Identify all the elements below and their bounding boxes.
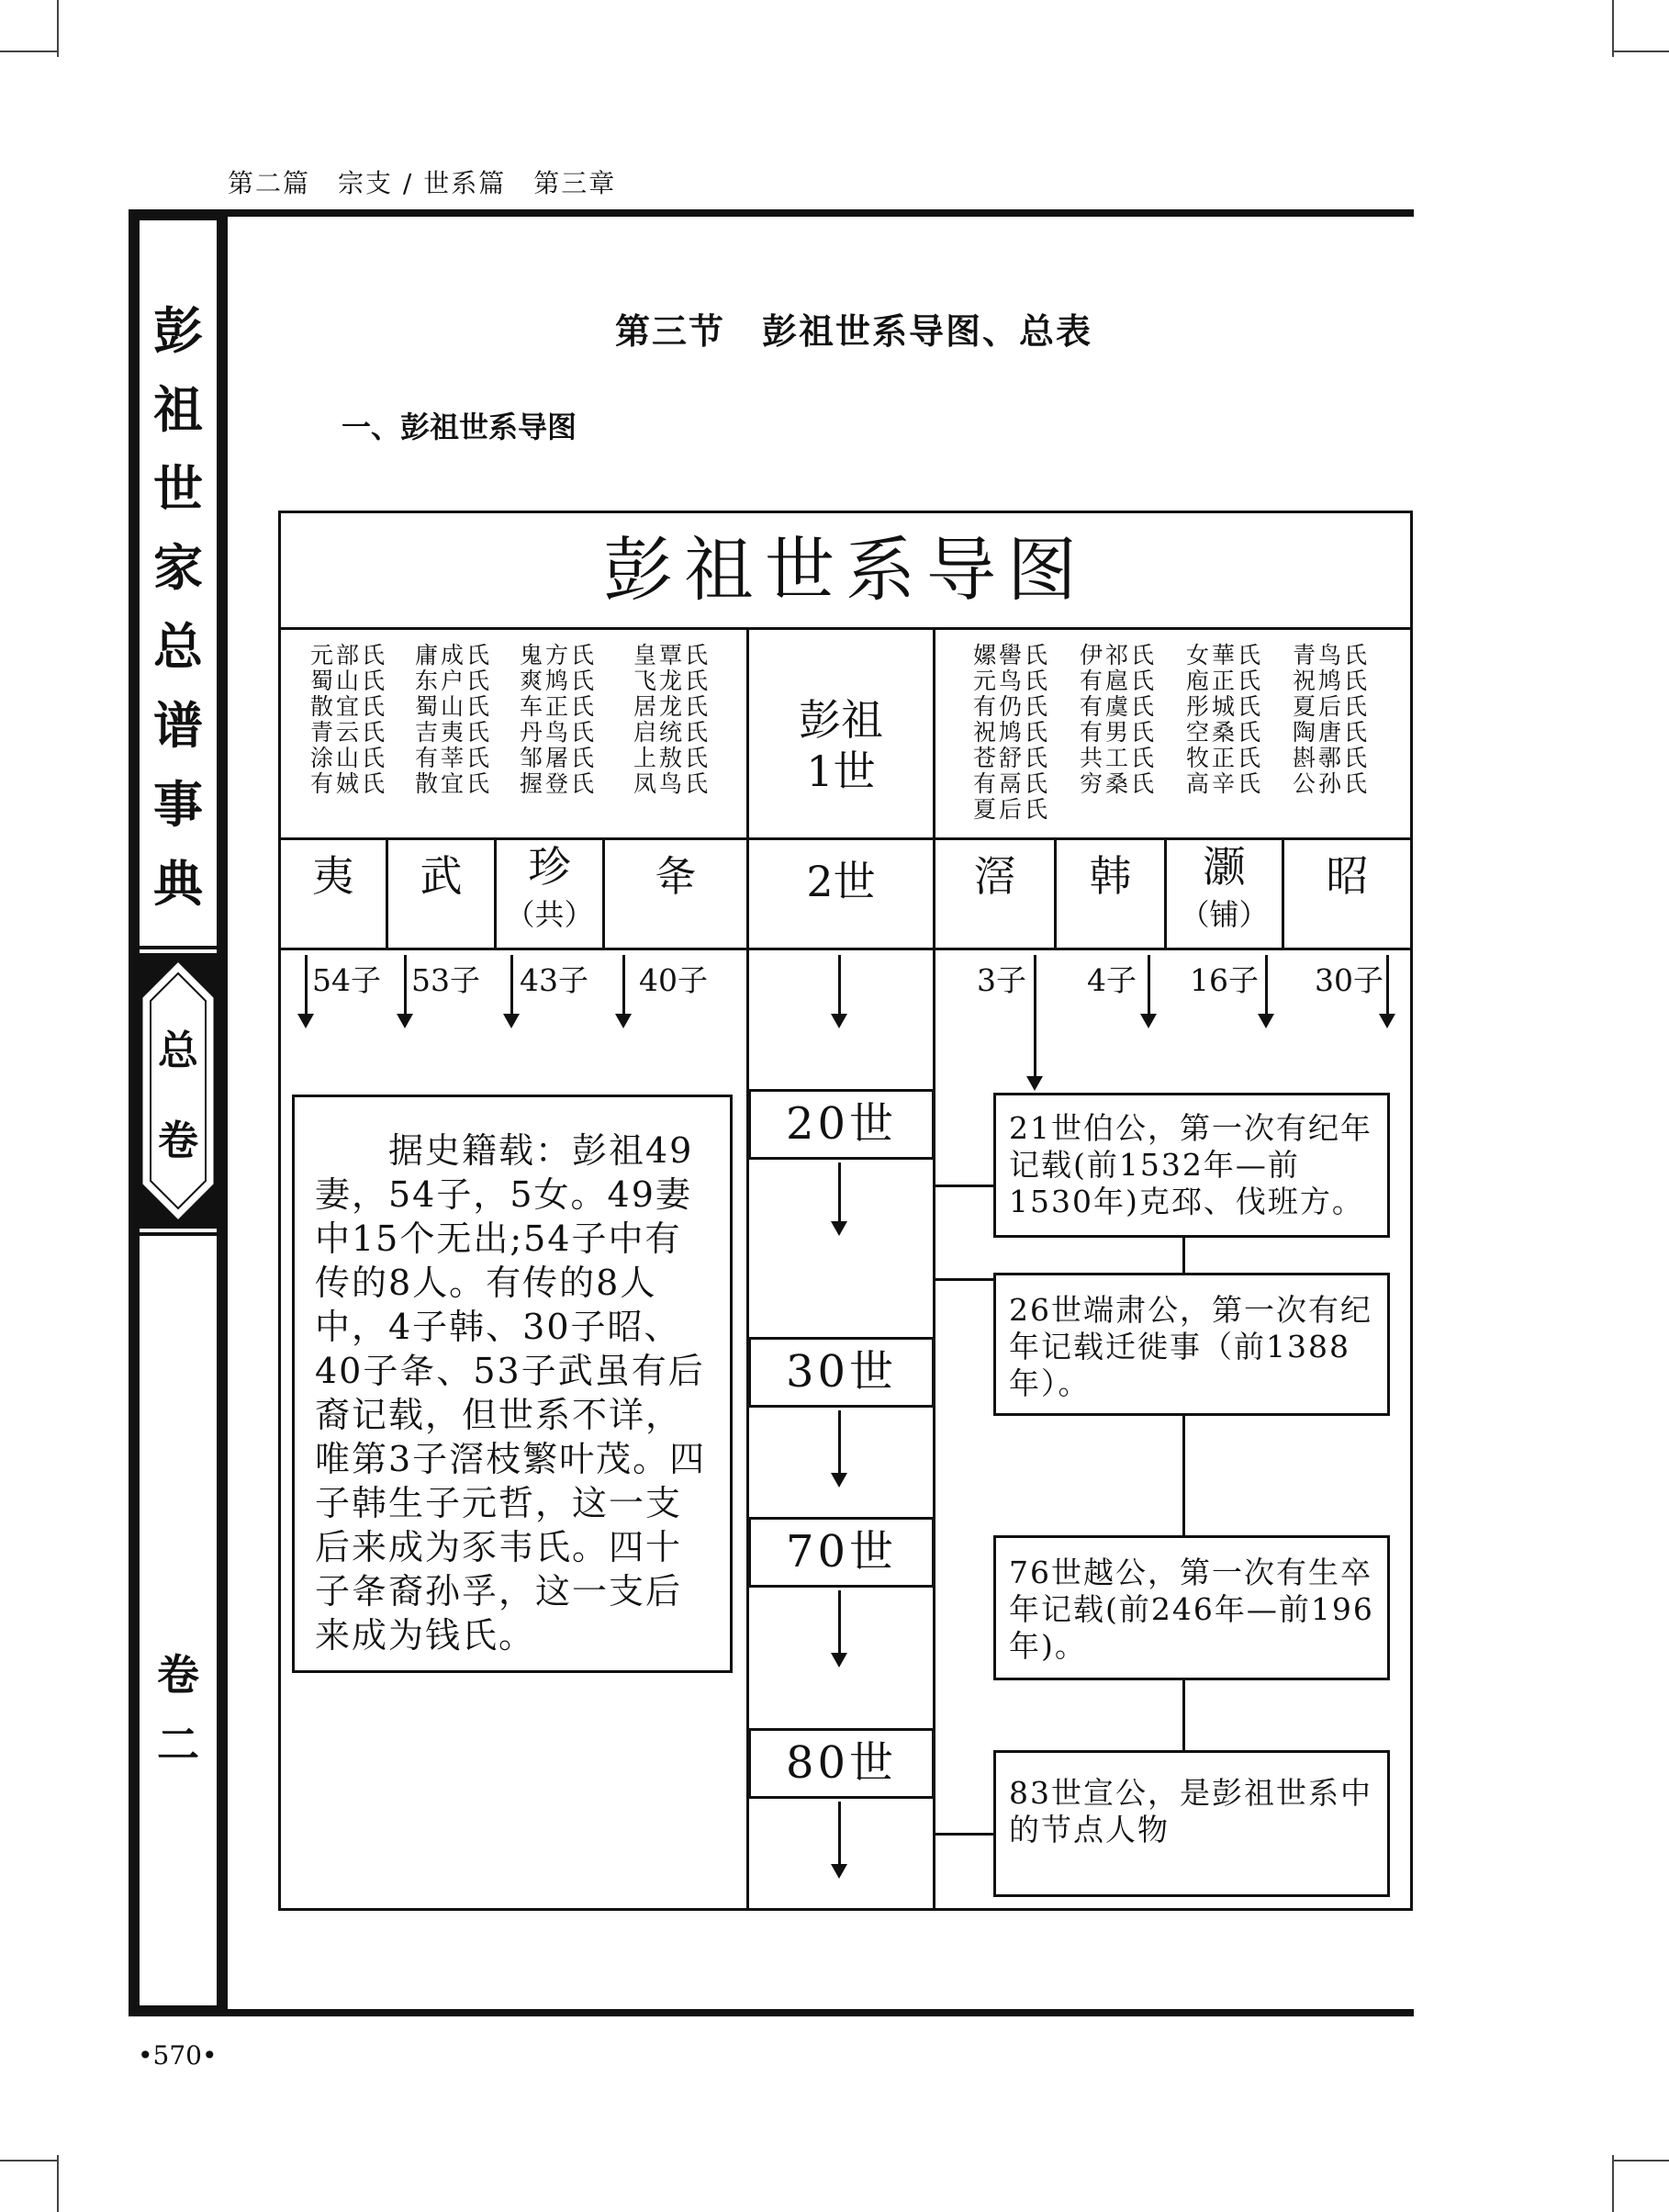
son-cell [1284, 843, 1410, 904]
progenitor-gen: 1世 [806, 747, 876, 796]
spine-char: 总 [153, 617, 203, 676]
generation-box: 30世 [748, 1337, 935, 1408]
event-box [993, 1535, 1390, 1680]
event-text: 26世端肃公，第一次有纪年记载迁徙事（前1388年）。 [1009, 1292, 1372, 1401]
spine-char: 世 [153, 459, 203, 518]
son-name: 武 [420, 851, 463, 901]
crop-mark [57, 2155, 59, 2212]
running-head: 第二篇 宗支 / 世系篇 第三章 [228, 168, 617, 198]
spine-char: 家 [153, 538, 203, 597]
progenitor-label [749, 694, 933, 797]
crop-mark [0, 51, 57, 52]
crop-mark [1612, 2160, 1669, 2161]
center-right-divider [933, 630, 935, 1911]
son-name: 滘 [973, 851, 1016, 901]
son-cell [497, 843, 602, 938]
clan-column: 青鸟氏 祝鸠氏 夏后氏 陶唐氏 斟鄩氏 公孙氏 [1293, 642, 1371, 797]
son-rank-label: 3子 [977, 962, 1026, 998]
page-number: •570• [138, 2040, 218, 2071]
descent-arrow [838, 1162, 841, 1223]
son-cell [1057, 843, 1164, 904]
clan-column: 皇覃氏 飞龙氏 居龙氏 启统氏 上敖氏 凤鸟氏 [633, 642, 711, 797]
son-name: 夅 [655, 851, 697, 901]
connector-line [935, 1185, 994, 1187]
center-left-divider [746, 630, 749, 1911]
descent-arrow [1265, 955, 1268, 1016]
crop-mark [1612, 51, 1669, 52]
descent-arrow [510, 955, 513, 1016]
gen2-bottom-line [278, 948, 1413, 950]
progenitor-name: 彭祖 [799, 695, 883, 745]
event-text: 76世越公，第一次有生卒年记载(前246年—前196年)。 [1009, 1555, 1374, 1664]
juan-char: 卷 [157, 1650, 199, 1700]
son-name: 韩 [1089, 851, 1132, 901]
gen2-top-line [278, 837, 1413, 840]
clan-column: 女華氏 庖正氏 彤城氏 空桑氏 牧正氏 高辛氏 [1186, 642, 1264, 797]
descent-arrow [622, 955, 625, 1016]
generation-box: 80世 [748, 1728, 935, 1799]
descent-arrow [1148, 955, 1150, 1016]
son-cell [388, 843, 494, 904]
connector-line [1182, 1414, 1185, 1537]
volume-char: 总 [158, 1027, 198, 1074]
clan-column: 元部氏 蜀山氏 散宜氏 青云氏 涂山氏 有娀氏 [310, 642, 388, 797]
son-rank-label: 53子 [411, 962, 480, 998]
spine-char: 谱 [153, 696, 203, 755]
descent-arrow [1386, 955, 1389, 1016]
section-title: 第三节 彭祖世系导图、总表 [615, 310, 1093, 352]
spine-char: 彭 [153, 301, 203, 360]
clan-column: 庸成氏 东户氏 蜀山氏 吉夷氏 有莘氏 散宜氏 [415, 642, 493, 797]
son-rank-label: 54子 [312, 962, 381, 998]
volume-divider [140, 1232, 217, 1236]
spine-char: 事 [153, 775, 203, 834]
event-box [993, 1093, 1390, 1238]
top-rule [129, 209, 1414, 217]
history-note-box [292, 1095, 733, 1673]
son-name: 灏 [1203, 842, 1246, 892]
son-rank-label: 30子 [1315, 962, 1383, 998]
chart-title: 彭祖世系导图 [278, 511, 1413, 630]
history-note-text: 据史籍载：彭祖49妻，54子，5女。49妻中15个无出;54子中有传的8人。有传的8人中，4子韩、30子昭、40子夅、53子武虽有后裔记载，但世系不详，唯第3子滘枝繁叶茂。四子韩生子元哲，这一支后来成为豕韦氏。四十子夅裔孙孚，这一支后来成为钱氏。 [315, 1130, 707, 1656]
son-cell [1167, 843, 1282, 938]
connector-line [1182, 1679, 1185, 1752]
spine-char: 典 [153, 854, 203, 913]
clan-column: 嫘嚳氏 元鸟氏 有仍氏 祝鸠氏 苍舒氏 有鬲氏 夏后氏 [973, 642, 1051, 823]
volume-char: 卷 [158, 1117, 198, 1164]
son-cell [605, 843, 746, 904]
descent-arrow [838, 955, 841, 1016]
descent-arrow [838, 1590, 841, 1655]
descent-arrow [838, 1410, 841, 1475]
event-text: 21世伯公，第一次有纪年记载(前1532年—前1530年)克邳、伐班方。 [1009, 1110, 1372, 1219]
gen2-label: 2世 [806, 857, 876, 906]
descent-arrow [305, 955, 308, 1016]
descent-arrow [404, 955, 407, 1016]
son-name: 昭 [1326, 851, 1369, 901]
spine-char: 祖 [153, 380, 203, 439]
subsection-title: 一、彭祖世系导图 [342, 410, 577, 444]
clan-column: 鬼方氏 爽鸠氏 车正氏 丹鸟氏 邹屠氏 握登氏 [520, 642, 598, 797]
descent-arrow [1034, 955, 1036, 1078]
crop-mark [1612, 2155, 1614, 2212]
volume-badge-shape [140, 953, 217, 1229]
clan-column: 伊祁氏 有扈氏 有虞氏 有男氏 共工氏 穷桑氏 [1080, 642, 1158, 797]
event-text: 83世宣公，是彭祖世系中的节点人物 [1009, 1775, 1372, 1847]
connector-line [935, 1833, 994, 1836]
generation-box: 70世 [748, 1517, 935, 1588]
event-box [993, 1750, 1390, 1897]
son-cell [281, 843, 386, 904]
son-rank-label: 16子 [1190, 962, 1259, 998]
event-box [993, 1273, 1390, 1416]
son-alias: （铺） [1180, 897, 1269, 932]
crop-mark [1612, 0, 1614, 57]
crop-mark [0, 2160, 57, 2161]
volume-divider [140, 946, 217, 949]
son-rank-label: 43子 [520, 962, 588, 998]
son-rank-label: 4子 [1087, 962, 1137, 998]
son-cell [935, 843, 1054, 904]
crop-mark [57, 0, 59, 57]
son-rank-label: 40子 [639, 962, 708, 998]
descent-arrow [838, 1802, 841, 1866]
juan-char: 二 [157, 1720, 199, 1769]
son-alias: （共） [505, 897, 594, 932]
son-name: 夷 [312, 851, 354, 901]
son-name: 珍 [528, 842, 571, 892]
bottom-rule [129, 2009, 1414, 2016]
generation-box: 20世 [748, 1089, 935, 1160]
